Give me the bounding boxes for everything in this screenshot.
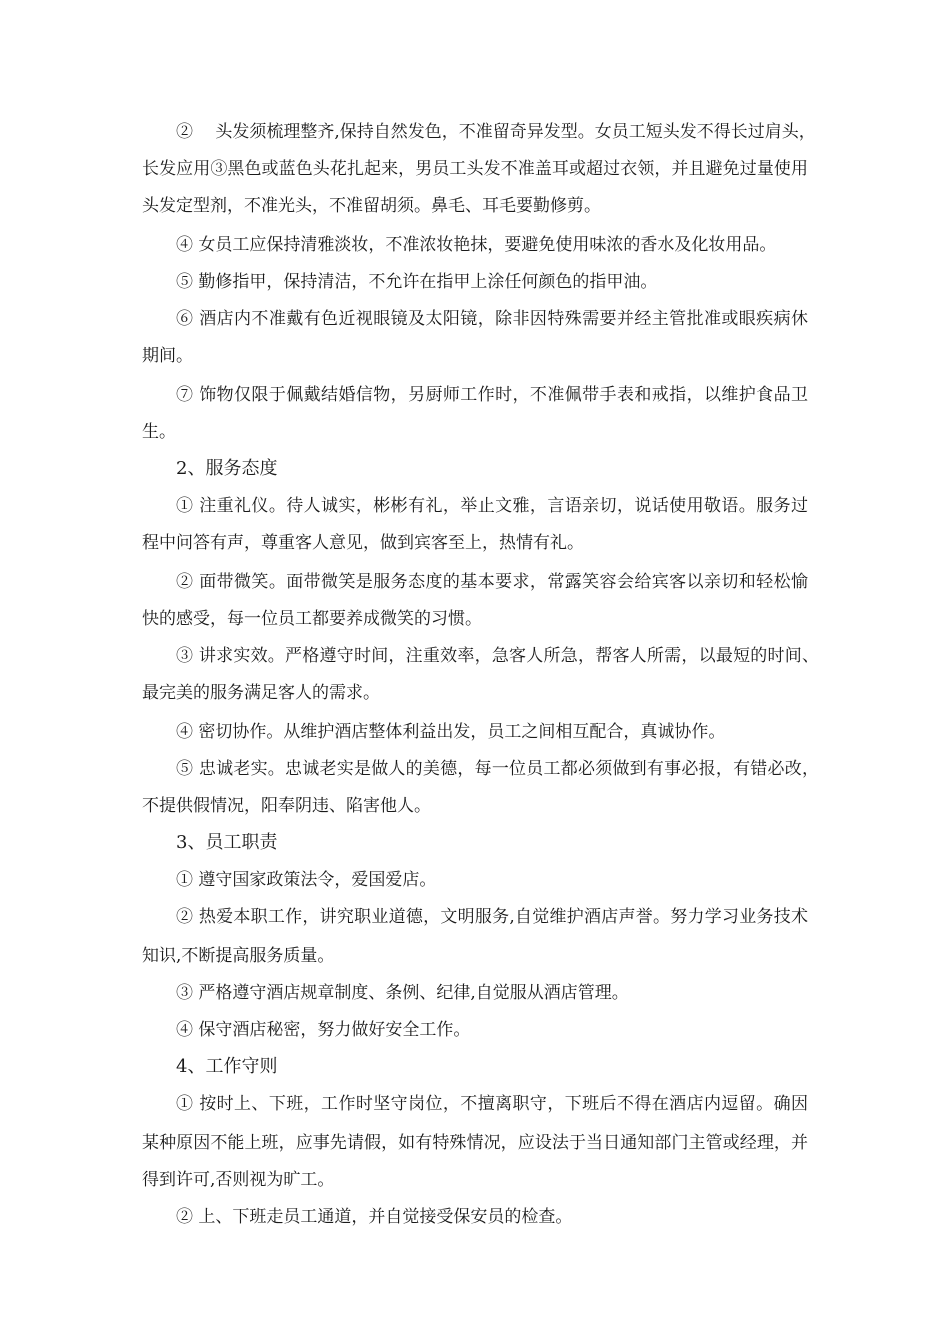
text-line: ① 遵守国家政策法令，爱国爱店。: [176, 870, 437, 890]
text-line: ① 注重礼仪。待人诚实，彬彬有礼，举止文雅，言语亲切，说话使用敬语。服务过: [176, 496, 808, 516]
text-line: ③ 严格遵守酒店规章制度、条例、纪律,自觉服从酒店管理。: [176, 983, 629, 1003]
text-line: 生。: [142, 422, 176, 442]
text-line: ④ 女员工应保持清雅淡妆，不准浓妆艳抹，要避免使用味浓的香水及化妆用品。: [176, 235, 777, 255]
text-line: ③ 讲求实效。严格遵守时间，注重效率，急客人所急，帮客人所需，以最短的时间、: [176, 646, 819, 666]
text-line: 快的感受，每一位员工都要养成微笑的习惯。: [142, 609, 482, 629]
section-heading: 3、员工职责: [176, 832, 278, 853]
text-line: ⑤ 勤修指甲，保持清洁，不允许在指甲上涂任何颜色的指甲油。: [176, 272, 658, 292]
text-line: 最完美的服务满足客人的需求。: [142, 683, 380, 703]
text-line: 得到许可,否则视为旷工。: [142, 1170, 335, 1190]
text-line: ① 按时上、下班，工作时坚守岗位，不擅离职守，下班后不得在酒店内逗留。确因: [176, 1094, 808, 1114]
section-heading: 2、服务态度: [176, 458, 278, 479]
text-line: ⑦ 饰物仅限于佩戴结婚信物，另厨师工作时，不准佩带手表和戒指，以维护食品卫: [176, 385, 808, 405]
text-line: ④ 密切协作。从维护酒店整体利益出发，员工之间相互配合，真诚协作。: [176, 722, 726, 742]
text-line: 某种原因不能上班，应事先请假，如有特殊情况，应设法于当日通知部门主管或经理，并: [142, 1133, 808, 1153]
text-line: ⑤ 忠诚老实。忠诚老实是做人的美德，每一位员工都必须做到有事必报，有错必改，: [176, 759, 819, 779]
text-line: 期间。: [142, 346, 193, 366]
section-heading: 4、工作守则: [176, 1056, 278, 1077]
text-line: 头发定型剂，不准光头，不准留胡须。鼻毛、耳毛要勤修剪。: [142, 196, 601, 216]
text-line: ② 上、下班走员工通道，并自觉接受保安员的检查。: [176, 1207, 573, 1227]
text-line: 程中问答有声，尊重客人意见，做到宾客至上，热情有礼。: [142, 533, 584, 553]
text-line: 不提供假情况，阳奉阴违、陷害他人。: [142, 796, 431, 816]
text-line: ② 面带微笑。面带微笑是服务态度的基本要求，常露笑容会给宾客以亲切和轻松愉: [176, 572, 808, 592]
text-line: ⑥ 酒店内不准戴有色近视眼镜及太阳镜，除非因特殊需要并经主管批准或眼疾病休: [176, 309, 808, 329]
text-line: ② 头发须梳理整齐,保持自然发色，不准留奇异发型。女员工短头发不得长过肩头，: [176, 122, 816, 142]
text-line: 长发应用③黑色或蓝色头花扎起来，男员工头发不准盖耳或超过衣领，并且避免过量使用: [142, 159, 808, 179]
text-line: ② 热爱本职工作，讲究职业道德，文明服务,自觉维护酒店声誉。努力学习业务技术: [176, 907, 808, 927]
text-line: 知识,不断提高服务质量。: [142, 946, 335, 966]
text-line: ④ 保守酒店秘密，努力做好安全工作。: [176, 1020, 471, 1040]
